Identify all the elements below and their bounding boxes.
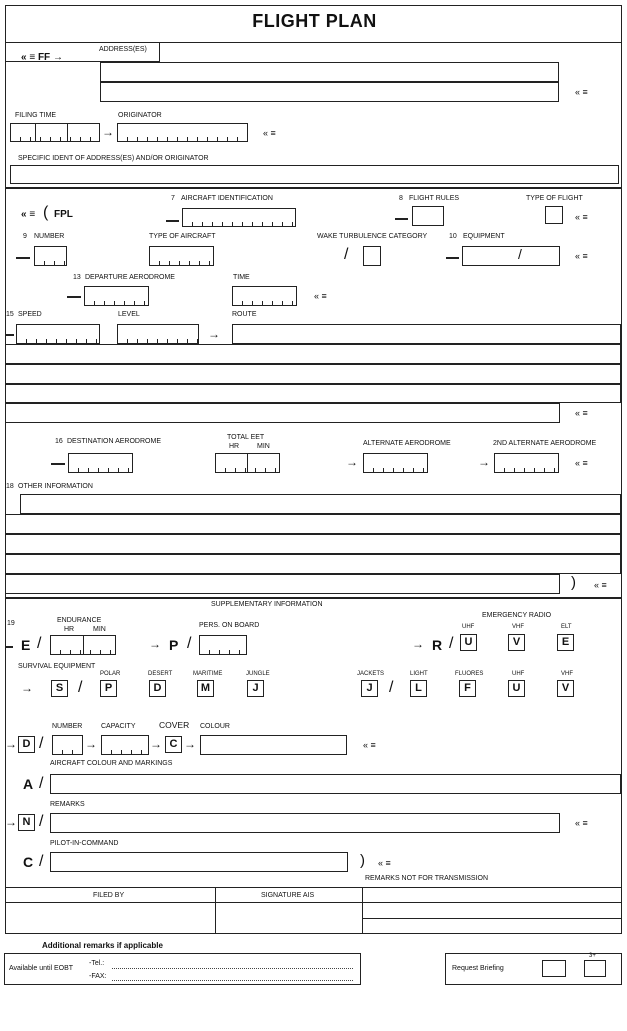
slash-symbol: / bbox=[39, 735, 44, 752]
additional-remarks-title: Additional remarks if applicable bbox=[42, 941, 163, 950]
uhf-label: UHF bbox=[462, 624, 475, 630]
divider bbox=[6, 597, 621, 599]
radio-uhf-box[interactable]: U bbox=[460, 634, 477, 651]
divider bbox=[35, 123, 36, 142]
originator-field[interactable] bbox=[117, 123, 248, 142]
endurance-label: ENDURANCE bbox=[57, 617, 102, 624]
remarks-label: REMARKS bbox=[50, 801, 85, 808]
page-title: FLIGHT PLAN bbox=[252, 11, 377, 31]
arrow-icon: → bbox=[102, 125, 114, 139]
aircraft-a-letter: A bbox=[23, 776, 34, 792]
three-plus-label: 3+ bbox=[589, 953, 596, 959]
destination-field[interactable] bbox=[68, 453, 133, 473]
dinghies-colour-field[interactable] bbox=[200, 735, 347, 755]
dash-icon bbox=[395, 218, 408, 220]
item-9-number: 9 bbox=[23, 233, 27, 240]
open-paren: ( bbox=[43, 204, 49, 221]
dash-icon bbox=[67, 296, 81, 298]
originator-label: ORIGINATOR bbox=[118, 112, 162, 119]
type-of-aircraft-label: TYPE OF AIRCRAFT bbox=[149, 233, 216, 240]
level-field[interactable] bbox=[117, 324, 199, 344]
item-15-number: 15 bbox=[6, 311, 14, 318]
three-plus-checkbox[interactable] bbox=[584, 960, 606, 977]
total-eet-label: TOTAL EET bbox=[227, 434, 265, 441]
flight-rules-field[interactable] bbox=[412, 206, 444, 226]
slash-symbol: / bbox=[518, 246, 522, 262]
route-field-line-4[interactable] bbox=[6, 384, 621, 403]
signature-field[interactable] bbox=[216, 903, 362, 934]
alternate-label: ALTERNATE AERODROME bbox=[363, 440, 451, 447]
route-field-line-5[interactable] bbox=[6, 403, 560, 423]
colour-label: COLOUR bbox=[200, 723, 230, 730]
jackets-light-box[interactable]: L bbox=[410, 680, 427, 697]
divider bbox=[362, 887, 363, 934]
item-13-number: 13 bbox=[73, 274, 81, 281]
light-label: LIGHT bbox=[410, 671, 428, 677]
second-alternate-label: 2ND ALTERNATE AERODROME bbox=[493, 440, 597, 447]
slash-symbol: / bbox=[389, 679, 394, 696]
min-label: MIN bbox=[93, 626, 106, 633]
supplementary-title: SUPPLEMENTARY INFORMATION bbox=[211, 601, 323, 608]
route-field-line-1[interactable] bbox=[232, 324, 621, 344]
number-field[interactable] bbox=[34, 246, 67, 266]
time-field[interactable] bbox=[232, 286, 297, 306]
dash-icon bbox=[16, 257, 30, 259]
wake-turbulence-field[interactable] bbox=[363, 246, 381, 266]
remarks-not-for-transmission-label: REMARKS NOT FOR TRANSMISSION bbox=[365, 875, 489, 882]
jacket-vhf-label: VHF bbox=[561, 671, 573, 677]
cover-c-box[interactable]: C bbox=[165, 736, 182, 753]
destination-label: DESTINATION AERODROME bbox=[67, 438, 161, 445]
aircraft-ident-field[interactable] bbox=[182, 208, 296, 227]
type-of-flight-label: TYPE OF FLIGHT bbox=[526, 195, 583, 202]
elt-label: ELT bbox=[561, 624, 572, 630]
end-symbol: « ≡ bbox=[575, 818, 588, 828]
emergency-radio-label: EMERGENCY RADIO bbox=[482, 612, 552, 619]
item-10-number: 10 bbox=[449, 233, 457, 240]
stx-symbol: « ≡ bbox=[21, 209, 36, 220]
arrow-icon: → bbox=[184, 737, 196, 751]
slash-symbol: / bbox=[344, 246, 349, 263]
arrow-icon: → bbox=[21, 681, 33, 695]
item-7-number: 7 bbox=[171, 195, 175, 202]
dash-icon bbox=[166, 220, 179, 222]
fax-label: -FAX: bbox=[89, 973, 107, 980]
jacket-uhf-label: UHF bbox=[512, 671, 525, 677]
second-alternate-field[interactable] bbox=[494, 453, 559, 473]
end-of-message-symbol: « ≡ bbox=[263, 128, 276, 138]
hr-label: HR bbox=[229, 443, 240, 450]
number-label: NUMBER bbox=[34, 233, 65, 240]
level-label: LEVEL bbox=[118, 311, 140, 318]
item-19-number: 19 bbox=[7, 620, 15, 627]
dinghies-number-label: NUMBER bbox=[52, 723, 83, 730]
end-symbol: « ≡ bbox=[378, 858, 391, 868]
wake-turbulence-label: WAKE TURBULENCE CATEGORY bbox=[317, 233, 428, 240]
route-label: ROUTE bbox=[232, 311, 257, 318]
desert-label: DESERT bbox=[148, 671, 173, 677]
maritime-label: MARITIME bbox=[193, 671, 223, 677]
aircraft-colour-label: AIRCRAFT COLOUR AND MARKINGS bbox=[50, 760, 173, 767]
slash-symbol: / bbox=[39, 775, 44, 792]
dash-icon bbox=[6, 334, 14, 336]
survival-jungle-box[interactable]: J bbox=[247, 680, 264, 697]
end-symbol: « ≡ bbox=[575, 458, 588, 468]
survival-desert-box[interactable]: D bbox=[149, 680, 166, 697]
close-paren: ) bbox=[360, 852, 365, 869]
alternate-field[interactable] bbox=[363, 453, 428, 473]
arrow-icon: → bbox=[412, 637, 424, 651]
jackets-fluores-box[interactable]: F bbox=[459, 680, 476, 697]
equipment-label: EQUIPMENT bbox=[463, 233, 505, 240]
tel-field[interactable] bbox=[112, 968, 353, 969]
divider bbox=[362, 918, 621, 919]
end-symbol: « ≡ bbox=[594, 580, 607, 590]
ff-priority-indicator: « ≡ FF → bbox=[21, 52, 63, 63]
arrow-icon: → bbox=[85, 737, 97, 751]
pilot-in-command-field[interactable] bbox=[50, 852, 348, 872]
other-info-line-4[interactable] bbox=[6, 554, 621, 574]
radio-elt-box[interactable]: E bbox=[557, 634, 574, 651]
other-info-label: OTHER INFORMATION bbox=[18, 483, 93, 490]
persons-on-board-field[interactable] bbox=[199, 635, 247, 655]
persons-on-board-label: PERS. ON BOARD bbox=[199, 622, 260, 629]
slash-symbol: / bbox=[187, 635, 192, 652]
persons-p-letter: P bbox=[169, 637, 179, 653]
equipment-field[interactable] bbox=[462, 246, 560, 266]
remarks-field[interactable] bbox=[50, 813, 560, 833]
filed-by-field[interactable] bbox=[6, 903, 215, 934]
slash-symbol: / bbox=[449, 635, 454, 652]
addresses-line-2[interactable] bbox=[100, 82, 559, 102]
specific-ident-label: SPECIFIC IDENT OF ADDRESS(ES) AND/OR ORIGINATOR bbox=[18, 155, 209, 162]
arrow-icon: → bbox=[208, 327, 220, 341]
departure-label: DEPARTURE AERODROME bbox=[85, 274, 175, 281]
signature-ais-label: SIGNATURE AIS bbox=[261, 892, 315, 899]
survival-equipment-label: SURVIVAL EQUIPMENT bbox=[18, 663, 96, 670]
other-info-line-1[interactable] bbox=[20, 494, 621, 514]
min-label: MIN bbox=[257, 443, 270, 450]
fluores-label: FLUORES bbox=[455, 671, 484, 677]
filing-time-label: FILING TIME bbox=[15, 112, 57, 119]
departure-field[interactable] bbox=[84, 286, 149, 306]
jackets-uhf-box[interactable]: U bbox=[508, 680, 525, 697]
arrow-icon: → bbox=[149, 637, 161, 651]
other-info-line-3[interactable] bbox=[6, 534, 621, 554]
hr-label: HR bbox=[64, 626, 75, 633]
type-of-flight-field[interactable] bbox=[545, 206, 563, 224]
dinghies-d-box: D bbox=[18, 736, 35, 753]
dash-icon bbox=[446, 257, 459, 259]
survival-maritime-box[interactable]: M bbox=[197, 680, 214, 697]
flight-rules-label: FLIGHT RULES bbox=[409, 195, 460, 202]
divider bbox=[6, 42, 621, 43]
dash-icon bbox=[6, 646, 13, 648]
polar-label: POLAR bbox=[100, 671, 121, 677]
route-field-line-3[interactable] bbox=[6, 364, 621, 384]
arrow-icon: → bbox=[346, 455, 358, 469]
slash-symbol: / bbox=[78, 679, 83, 696]
available-until-label: Available until EOBT bbox=[9, 965, 74, 972]
item-8-number: 8 bbox=[399, 195, 403, 202]
divider bbox=[247, 453, 248, 473]
fax-field[interactable] bbox=[112, 980, 353, 981]
remarks-n-box: N bbox=[18, 814, 35, 831]
request-briefing-label: Request Briefing bbox=[452, 965, 504, 972]
radio-vhf-box[interactable]: V bbox=[508, 634, 525, 651]
slash-symbol: / bbox=[39, 853, 44, 870]
arrow-icon: → bbox=[5, 737, 17, 751]
filed-by-label: FILED BY bbox=[93, 892, 125, 899]
end-symbol: « ≡ bbox=[363, 740, 376, 750]
jackets-label: JACKETS bbox=[357, 671, 385, 677]
divider bbox=[67, 123, 68, 142]
survival-s-box[interactable]: S bbox=[51, 680, 68, 697]
end-of-message-symbol: « ≡ bbox=[575, 87, 588, 97]
aircraft-ident-label: AIRCRAFT IDENTIFICATION bbox=[181, 195, 273, 202]
jackets-vhf-box[interactable]: V bbox=[557, 680, 574, 697]
arrow-icon: → bbox=[150, 737, 162, 751]
arrow-icon: → bbox=[5, 815, 17, 829]
vhf-label: VHF bbox=[512, 624, 524, 630]
type-of-aircraft-field[interactable] bbox=[149, 246, 214, 266]
speed-field[interactable] bbox=[16, 324, 100, 344]
end-symbol: « ≡ bbox=[575, 251, 588, 261]
arrow-icon: → bbox=[478, 455, 490, 469]
end-symbol: « ≡ bbox=[575, 212, 588, 222]
endurance-e-letter: E bbox=[21, 637, 31, 653]
speed-label: SPEED bbox=[18, 311, 42, 318]
specific-ident-field[interactable] bbox=[10, 165, 619, 184]
pilot-c-letter: C bbox=[23, 854, 34, 870]
survival-polar-box[interactable]: P bbox=[100, 680, 117, 697]
request-briefing-checkbox[interactable] bbox=[542, 960, 566, 977]
dash-icon bbox=[51, 463, 65, 465]
flight-plan-form bbox=[5, 5, 622, 934]
item-18-number: 18 bbox=[6, 483, 14, 490]
end-symbol: « ≡ bbox=[575, 408, 588, 418]
aircraft-colour-field[interactable] bbox=[50, 774, 621, 794]
addresses-line-1[interactable] bbox=[100, 62, 559, 82]
divider bbox=[83, 635, 84, 655]
fpl-label: FPL bbox=[54, 209, 73, 220]
filing-time-field[interactable] bbox=[10, 123, 100, 142]
tel-label: -Tel.: bbox=[89, 960, 105, 967]
dinghies-number-field[interactable] bbox=[52, 735, 83, 755]
other-info-line-2[interactable] bbox=[6, 514, 621, 534]
slash-symbol: / bbox=[37, 635, 42, 652]
radio-r-letter: R bbox=[432, 637, 443, 653]
jackets-j-box[interactable]: J bbox=[361, 680, 378, 697]
pilot-in-command-label: PILOT-IN-COMMAND bbox=[50, 840, 119, 847]
divider bbox=[6, 887, 621, 888]
route-field-line-2[interactable] bbox=[6, 344, 621, 364]
capacity-label: CAPACITY bbox=[101, 723, 136, 730]
addresses-label: ADDRESS(ES) bbox=[99, 46, 147, 53]
time-label: TIME bbox=[233, 274, 250, 281]
slash-symbol: / bbox=[39, 813, 44, 830]
other-info-line-5[interactable] bbox=[6, 574, 560, 594]
end-symbol: « ≡ bbox=[314, 291, 327, 301]
divider bbox=[159, 43, 160, 62]
close-paren: ) bbox=[571, 574, 576, 591]
divider bbox=[6, 187, 621, 189]
jungle-label: JUNGLE bbox=[246, 671, 270, 677]
dinghies-capacity-field[interactable] bbox=[101, 735, 149, 755]
cover-label: COVER bbox=[159, 720, 190, 730]
item-16-number: 16 bbox=[55, 438, 63, 445]
